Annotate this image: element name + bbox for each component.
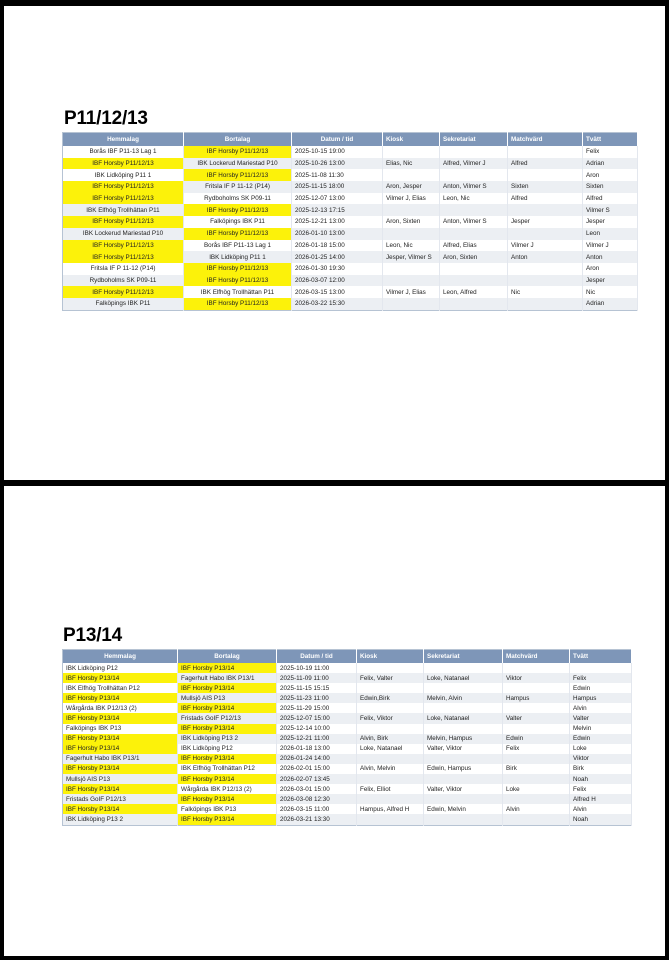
matchvard-cell: Nic (508, 286, 583, 298)
matchvard-cell (508, 298, 583, 310)
matchvard-cell: Jesper (508, 216, 583, 228)
tvatt-cell (570, 663, 632, 673)
kiosk-cell (357, 703, 424, 713)
kiosk-cell (357, 774, 424, 784)
home-team-cell: Fritsla IF P 11-12 (P14) (63, 263, 184, 275)
away-team-cell: IBF Horsby P13/14 (178, 754, 277, 764)
matchvard-cell: Edwin (503, 734, 570, 744)
column-header-hemmalag: Hemmalag (63, 133, 184, 147)
away-team-cell: IBK Lidköping P13 2 (178, 734, 277, 744)
home-team-cell: Mullsjö AIS P13 (63, 774, 178, 784)
datetime-cell: 2026-03-01 15:00 (277, 784, 357, 794)
home-team-cell: IBK Lidköping P11 1 (63, 169, 184, 181)
tvatt-cell: Vilmer J (583, 240, 638, 252)
tvatt-cell: Adrian (583, 158, 638, 170)
away-team-cell: IBF Horsby P13/14 (178, 794, 277, 804)
column-header-datum-tid: Datum / tid (277, 650, 357, 664)
kiosk-cell: Edwin,Birk (357, 693, 424, 703)
kiosk-cell (357, 724, 424, 734)
datetime-cell: 2026-01-18 13:00 (277, 744, 357, 754)
table-row (63, 814, 632, 825)
away-team-cell: IBF Horsby P13/14 (178, 703, 277, 713)
table-row (63, 713, 632, 723)
kiosk-cell: Jesper, Vilmer S (383, 251, 440, 263)
kiosk-cell: Alvin, Melvin (357, 764, 424, 774)
home-team-cell: IBF Horsby P11/12/13 (63, 251, 184, 263)
datetime-cell: 2026-01-25 14:00 (292, 251, 383, 263)
matchvard-cell: Alvin (503, 804, 570, 814)
datetime-cell: 2026-01-10 13:00 (292, 228, 383, 240)
datetime-cell: 2025-12-14 10:00 (277, 724, 357, 734)
kiosk-cell (357, 683, 424, 693)
away-team-cell: Falköpings IBK P11 (184, 216, 292, 228)
column-header-sekretariat: Sekretariat (424, 650, 503, 664)
matchvard-cell (503, 663, 570, 673)
tvatt-cell: Anton (583, 251, 638, 263)
tvatt-cell: Alvin (570, 703, 632, 713)
away-team-cell: IBF Horsby P13/14 (178, 683, 277, 693)
kiosk-cell (357, 814, 424, 825)
home-team-cell: IBF Horsby P13/14 (63, 673, 178, 683)
schedule-page-p13-14 (4, 486, 665, 956)
table-row (63, 240, 638, 252)
table-row (63, 724, 632, 734)
sekretariat-cell (424, 703, 503, 713)
tvatt-cell: Alfred (583, 193, 638, 205)
sekretariat-cell (440, 263, 508, 275)
matchvard-cell (508, 275, 583, 287)
away-team-cell: IBF Horsby P13/14 (178, 724, 277, 734)
table-row (63, 804, 632, 814)
matchvard-cell (503, 794, 570, 804)
matchvard-cell (508, 204, 583, 216)
home-team-cell: IBF Horsby P13/14 (63, 734, 178, 744)
column-header-bortalag: Bortalag (178, 650, 277, 664)
home-team-cell: IBF Horsby P11/12/13 (63, 216, 184, 228)
datetime-cell: 2025-10-15 19:00 (292, 146, 383, 158)
kiosk-cell (383, 263, 440, 275)
matchvard-cell (508, 228, 583, 240)
matchvard-cell (508, 169, 583, 181)
away-team-cell: Falköpings IBK P13 (178, 804, 277, 814)
away-team-cell: Fagerhult Habo IBK P13/1 (178, 673, 277, 683)
sekretariat-cell: Melvin, Hampus (424, 734, 503, 744)
table-row (63, 181, 638, 193)
datetime-cell: 2025-11-09 11:00 (277, 673, 357, 683)
matchvard-cell: Sixten (508, 181, 583, 193)
datetime-cell: 2025-12-07 15:00 (277, 713, 357, 723)
tvatt-cell: Felix (570, 784, 632, 794)
home-team-cell: IBF Horsby P11/12/13 (63, 286, 184, 298)
home-team-cell: IBF Horsby P11/12/13 (63, 158, 184, 170)
tvatt-cell: Edwin (570, 683, 632, 693)
sekretariat-cell (440, 298, 508, 310)
home-team-cell: IBF Horsby P13/14 (63, 804, 178, 814)
away-team-cell: Wårgårda IBK P12/13 (2) (178, 784, 277, 794)
away-team-cell: Fritsla IF P 11-12 (P14) (184, 181, 292, 193)
datetime-cell: 2026-01-30 19:30 (292, 263, 383, 275)
datetime-cell: 2025-12-13 17:15 (292, 204, 383, 216)
table-row (63, 275, 638, 287)
away-team-cell: IBF Horsby P13/14 (178, 814, 277, 825)
kiosk-cell: Vilmer J, Elias (383, 286, 440, 298)
away-team-cell: IBK Elfhög Trollhättan P11 (184, 286, 292, 298)
away-team-cell: IBF Horsby P13/14 (178, 774, 277, 784)
sekretariat-cell: Loke, Natanael (424, 713, 503, 723)
column-header-kiosk: Kiosk (383, 133, 440, 147)
column-header-sekretariat: Sekretariat (440, 133, 508, 147)
sekretariat-cell: Anton, Vilmer S (440, 181, 508, 193)
away-team-cell: IBF Horsby P11/12/13 (184, 263, 292, 275)
tvatt-cell: Nic (583, 286, 638, 298)
away-team-cell: IBF Horsby P11/12/13 (184, 298, 292, 310)
sekretariat-cell (424, 683, 503, 693)
sekretariat-cell: Leon, Alfred (440, 286, 508, 298)
kiosk-cell: Hampus, Alfred H (357, 804, 424, 814)
column-header-bortalag: Bortalag (184, 133, 292, 147)
sekretariat-cell (424, 663, 503, 673)
table-row (63, 784, 632, 794)
matchvard-cell: Viktor (503, 673, 570, 683)
datetime-cell: 2025-11-29 15:00 (277, 703, 357, 713)
tvatt-cell: Sixten (583, 181, 638, 193)
sekretariat-cell (424, 794, 503, 804)
home-team-cell: Rydboholms SK P09-11 (63, 275, 184, 287)
datetime-cell: 2026-03-15 11:00 (277, 804, 357, 814)
tvatt-cell: Alfred H (570, 794, 632, 804)
kiosk-cell (383, 275, 440, 287)
schedule-page-p11-12-13 (4, 6, 665, 480)
datetime-cell: 2025-10-26 13:00 (292, 158, 383, 170)
datetime-cell: 2025-11-15 18:00 (292, 181, 383, 193)
kiosk-cell (357, 754, 424, 764)
header-row (63, 133, 638, 147)
matchvard-cell (503, 814, 570, 825)
matchvard-cell: Alfred (508, 158, 583, 170)
away-team-cell: IBF Horsby P11/12/13 (184, 169, 292, 181)
datetime-cell: 2025-11-23 11:00 (277, 693, 357, 703)
sekretariat-cell (440, 146, 508, 158)
schedule-table (62, 649, 632, 826)
table-row (63, 744, 632, 754)
sekretariat-cell: Edwin, Melvin (424, 804, 503, 814)
kiosk-cell (383, 146, 440, 158)
home-team-cell: Wårgårda IBK P12/13 (2) (63, 703, 178, 713)
datetime-cell: 2026-03-15 13:00 (292, 286, 383, 298)
sekretariat-cell: Aron, Sixten (440, 251, 508, 263)
tvatt-cell: Aron (583, 263, 638, 275)
tvatt-cell: Valter (570, 713, 632, 723)
header-row (63, 650, 632, 664)
home-team-cell: IBK Elfhög Trollhättan P11 (63, 204, 184, 216)
kiosk-cell: Felix, Elliot (357, 784, 424, 794)
home-team-cell: IBF Horsby P13/14 (63, 784, 178, 794)
kiosk-cell: Elias, Nic (383, 158, 440, 170)
matchvard-cell (503, 754, 570, 764)
matchvard-cell: Hampus (503, 693, 570, 703)
kiosk-cell (357, 794, 424, 804)
tvatt-cell: Felix (583, 146, 638, 158)
column-header-hemmalag: Hemmalag (63, 650, 178, 664)
sekretariat-cell: Loke, Natanael (424, 673, 503, 683)
kiosk-cell: Aron, Jesper (383, 181, 440, 193)
tvatt-cell: Loke (570, 744, 632, 754)
kiosk-cell: Aron, Sixten (383, 216, 440, 228)
away-team-cell: IBK Lockerud Mariestad P10 (184, 158, 292, 170)
table-row (63, 734, 632, 744)
matchvard-cell (503, 774, 570, 784)
datetime-cell: 2026-01-18 15:00 (292, 240, 383, 252)
tvatt-cell: Noah (570, 774, 632, 784)
schedule-table (62, 132, 638, 311)
matchvard-cell (503, 703, 570, 713)
matchvard-cell (503, 683, 570, 693)
datetime-cell: 2025-11-15 15:15 (277, 683, 357, 693)
matchvard-cell (508, 146, 583, 158)
page-title: P13/14 (63, 625, 123, 646)
home-team-cell: IBF Horsby P11/12/13 (63, 240, 184, 252)
home-team-cell: Borås IBF P11-13 Lag 1 (63, 146, 184, 158)
home-team-cell: IBF Horsby P11/12/13 (63, 181, 184, 193)
table-row (63, 764, 632, 774)
column-header-tvatt: Tvätt (583, 133, 638, 147)
kiosk-cell: Vilmer J, Elias (383, 193, 440, 205)
kiosk-cell: Felix, Valter (357, 673, 424, 683)
tvatt-cell: Leon (583, 228, 638, 240)
away-team-cell: IBF Horsby P13/14 (178, 663, 277, 673)
sekretariat-cell: Leon, Nic (440, 193, 508, 205)
table-row (63, 683, 632, 693)
home-team-cell: IBK Lockerud Mariestad P10 (63, 228, 184, 240)
sekretariat-cell (440, 275, 508, 287)
sekretariat-cell: Edwin, Hampus (424, 764, 503, 774)
kiosk-cell: Alvin, Birk (357, 734, 424, 744)
datetime-cell: 2025-11-08 11:30 (292, 169, 383, 181)
column-header-datum-tid: Datum / tid (292, 133, 383, 147)
sekretariat-cell (440, 228, 508, 240)
table-row (63, 774, 632, 784)
table-row (63, 794, 632, 804)
table-row (63, 146, 638, 158)
matchvard-cell (503, 724, 570, 734)
datetime-cell: 2026-03-22 15:30 (292, 298, 383, 310)
kiosk-cell: Loke, Natanael (357, 744, 424, 754)
tvatt-cell: Birk (570, 764, 632, 774)
tvatt-cell: Hampus (570, 693, 632, 703)
tvatt-cell: Viktor (570, 754, 632, 764)
away-team-cell: Rydboholms SK P09-11 (184, 193, 292, 205)
table-row (63, 158, 638, 170)
sekretariat-cell: Alfred, Elias (440, 240, 508, 252)
kiosk-cell (383, 228, 440, 240)
datetime-cell: 2025-12-21 11:00 (277, 734, 357, 744)
sekretariat-cell (440, 204, 508, 216)
table-row (63, 169, 638, 181)
away-team-cell: IBF Horsby P11/12/13 (184, 204, 292, 216)
table-row (63, 286, 638, 298)
away-team-cell: IBK Lidköping P12 (178, 744, 277, 754)
kiosk-cell (383, 298, 440, 310)
away-team-cell: IBF Horsby P11/12/13 (184, 146, 292, 158)
tvatt-cell: Noah (570, 814, 632, 825)
kiosk-cell: Leon, Nic (383, 240, 440, 252)
table-row (63, 263, 638, 275)
table-row (63, 673, 632, 683)
table-row (63, 193, 638, 205)
table-row (63, 228, 638, 240)
page-title: P11/12/13 (64, 108, 148, 129)
sekretariat-cell (440, 169, 508, 181)
column-header-matchvard: Matchvärd (503, 650, 570, 664)
table-row (63, 251, 638, 263)
table-row (63, 703, 632, 713)
tvatt-cell: Melvin (570, 724, 632, 734)
datetime-cell: 2025-12-21 13:00 (292, 216, 383, 228)
column-header-tvatt: Tvätt (570, 650, 632, 664)
matchvard-cell: Loke (503, 784, 570, 794)
home-team-cell: IBK Lidköping P13 2 (63, 814, 178, 825)
home-team-cell: Falköpings IBK P11 (63, 298, 184, 310)
tvatt-cell: Felix (570, 673, 632, 683)
home-team-cell: Fagerhult Habo IBK P13/1 (63, 754, 178, 764)
tvatt-cell: Vilmer S (583, 204, 638, 216)
datetime-cell: 2026-03-21 13:30 (277, 814, 357, 825)
sekretariat-cell (424, 814, 503, 825)
datetime-cell: 2026-02-01 15:00 (277, 764, 357, 774)
datetime-cell: 2025-10-19 11:00 (277, 663, 357, 673)
sekretariat-cell (424, 724, 503, 734)
home-team-cell: Fristads GoIF P12/13 (63, 794, 178, 804)
tvatt-cell: Alvin (570, 804, 632, 814)
table-row (63, 663, 632, 673)
matchvard-cell (508, 263, 583, 275)
datetime-cell: 2025-12-07 13:00 (292, 193, 383, 205)
away-team-cell: Borås IBF P11-13 Lag 1 (184, 240, 292, 252)
sekretariat-cell: Valter, Viktor (424, 784, 503, 794)
sekretariat-cell: Anton, Vilmer S (440, 216, 508, 228)
sekretariat-cell: Alfred, Vilmer J (440, 158, 508, 170)
sekretariat-cell: Valter, Viktor (424, 744, 503, 754)
tvatt-cell: Adrian (583, 298, 638, 310)
table-row (63, 204, 638, 216)
away-team-cell: IBK Elfhög Trollhättan P12 (178, 764, 277, 774)
away-team-cell: IBF Horsby P11/12/13 (184, 228, 292, 240)
tvatt-cell: Aron (583, 169, 638, 181)
kiosk-cell: Felix, Viktor (357, 713, 424, 723)
home-team-cell: IBF Horsby P11/12/13 (63, 193, 184, 205)
sekretariat-cell (424, 774, 503, 784)
away-team-cell: Mullsjö AIS P13 (178, 693, 277, 703)
table-row (63, 216, 638, 228)
away-team-cell: IBF Horsby P11/12/13 (184, 275, 292, 287)
datetime-cell: 2026-01-24 14:00 (277, 754, 357, 764)
kiosk-cell (357, 663, 424, 673)
column-header-matchvard: Matchvärd (508, 133, 583, 147)
home-team-cell: Falköpings IBK P13 (63, 724, 178, 734)
home-team-cell: IBK Elfhög Trollhättan P12 (63, 683, 178, 693)
table-row (63, 693, 632, 703)
home-team-cell: IBF Horsby P13/14 (63, 744, 178, 754)
matchvard-cell: Anton (508, 251, 583, 263)
matchvard-cell: Felix (503, 744, 570, 754)
table-row (63, 754, 632, 764)
kiosk-cell (383, 204, 440, 216)
column-header-kiosk: Kiosk (357, 650, 424, 664)
matchvard-cell: Vilmer J (508, 240, 583, 252)
tvatt-cell: Jesper (583, 216, 638, 228)
matchvard-cell: Birk (503, 764, 570, 774)
home-team-cell: IBF Horsby P13/14 (63, 764, 178, 774)
home-team-cell: IBK Lidköping P12 (63, 663, 178, 673)
datetime-cell: 2026-03-07 12:00 (292, 275, 383, 287)
home-team-cell: IBF Horsby P13/14 (63, 713, 178, 723)
datetime-cell: 2026-02-07 13:45 (277, 774, 357, 784)
tvatt-cell: Edwin (570, 734, 632, 744)
matchvard-cell: Alfred (508, 193, 583, 205)
datetime-cell: 2026-03-08 12:30 (277, 794, 357, 804)
away-team-cell: IBK Lidköping P11 1 (184, 251, 292, 263)
kiosk-cell (383, 169, 440, 181)
sekretariat-cell: Melvin, Alvin (424, 693, 503, 703)
table-row (63, 298, 638, 310)
sekretariat-cell (424, 754, 503, 764)
matchvard-cell: Valter (503, 713, 570, 723)
home-team-cell: IBF Horsby P13/14 (63, 693, 178, 703)
away-team-cell: Fristads GoIF P12/13 (178, 713, 277, 723)
tvatt-cell: Jesper (583, 275, 638, 287)
